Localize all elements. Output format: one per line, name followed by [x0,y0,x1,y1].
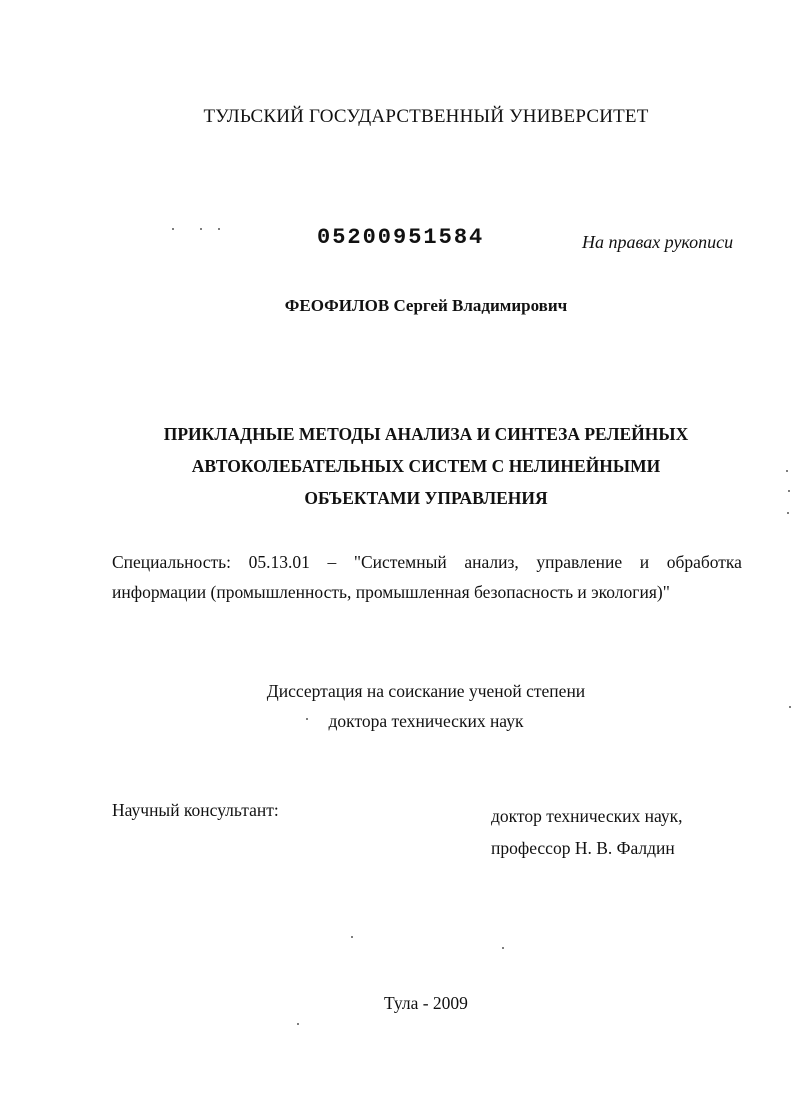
consultant-label: Научный консультант: [112,800,279,820]
scan-speck [787,512,789,514]
catalog-code: 05200951584 [317,225,485,250]
title-line: ОБЪЕКТАМИ УПРАВЛЕНИЯ [304,488,548,508]
scan-speck [297,1023,299,1025]
author-given-names: Сергей Владимирович [393,296,568,315]
specialty-word: "Системный [353,552,447,572]
scan-speck [788,490,790,492]
author-surname: ФЕОФИЛОВ [284,296,390,315]
consultant-degree: доктор технических наук, [491,806,683,826]
specialty-word: 05.13.01 [248,552,310,572]
specialty-line-1 [112,547,742,577]
scan-speck [351,936,353,938]
author-name [0,296,796,316]
title-line: ПРИКЛАДНЫЕ МЕТОДЫ АНАЛИЗА И СИНТЕЗА РЕЛЕЙНЫХ [163,424,689,444]
specialty-word: анализ, [464,552,519,572]
scan-speck [502,947,504,949]
specialty-block [112,547,742,607]
consultant-name: профессор Н. В. Фалдин [491,838,675,858]
specialty-line-2: информации (промышленность, промышленная безопасность и экология)" [112,582,670,602]
scan-speck [786,470,788,472]
university-name: ТУЛЬСКИЙ ГОСУДАРСТВЕННЫЙ УНИВЕРСИТЕТ [203,106,649,127]
specialty-word: Специальность: [112,552,231,572]
scan-speck [172,228,174,230]
specialty-word: и [639,552,650,572]
scan-speck [789,706,791,708]
dissertation-title [110,418,742,514]
degree-line-2: доктора технических наук [328,711,524,731]
degree-statement [0,676,796,736]
title-line: АВТОКОЛЕБАТЕЛЬНЫХ СИСТЕМ С НЕЛИНЕЙНЫМИ [191,456,661,476]
scan-speck [200,228,202,230]
scan-speck [306,718,308,720]
specialty-word: управление [536,552,623,572]
degree-line-1: Диссертация на соискание ученой степени [266,681,586,701]
consultant-info [491,800,683,864]
scan-speck [218,228,220,230]
city-year: Тула - 2009 [384,993,468,1013]
rights-note: На правах рукописи [582,232,734,252]
specialty-word: обработка [666,552,742,572]
specialty-word: – [327,552,337,572]
